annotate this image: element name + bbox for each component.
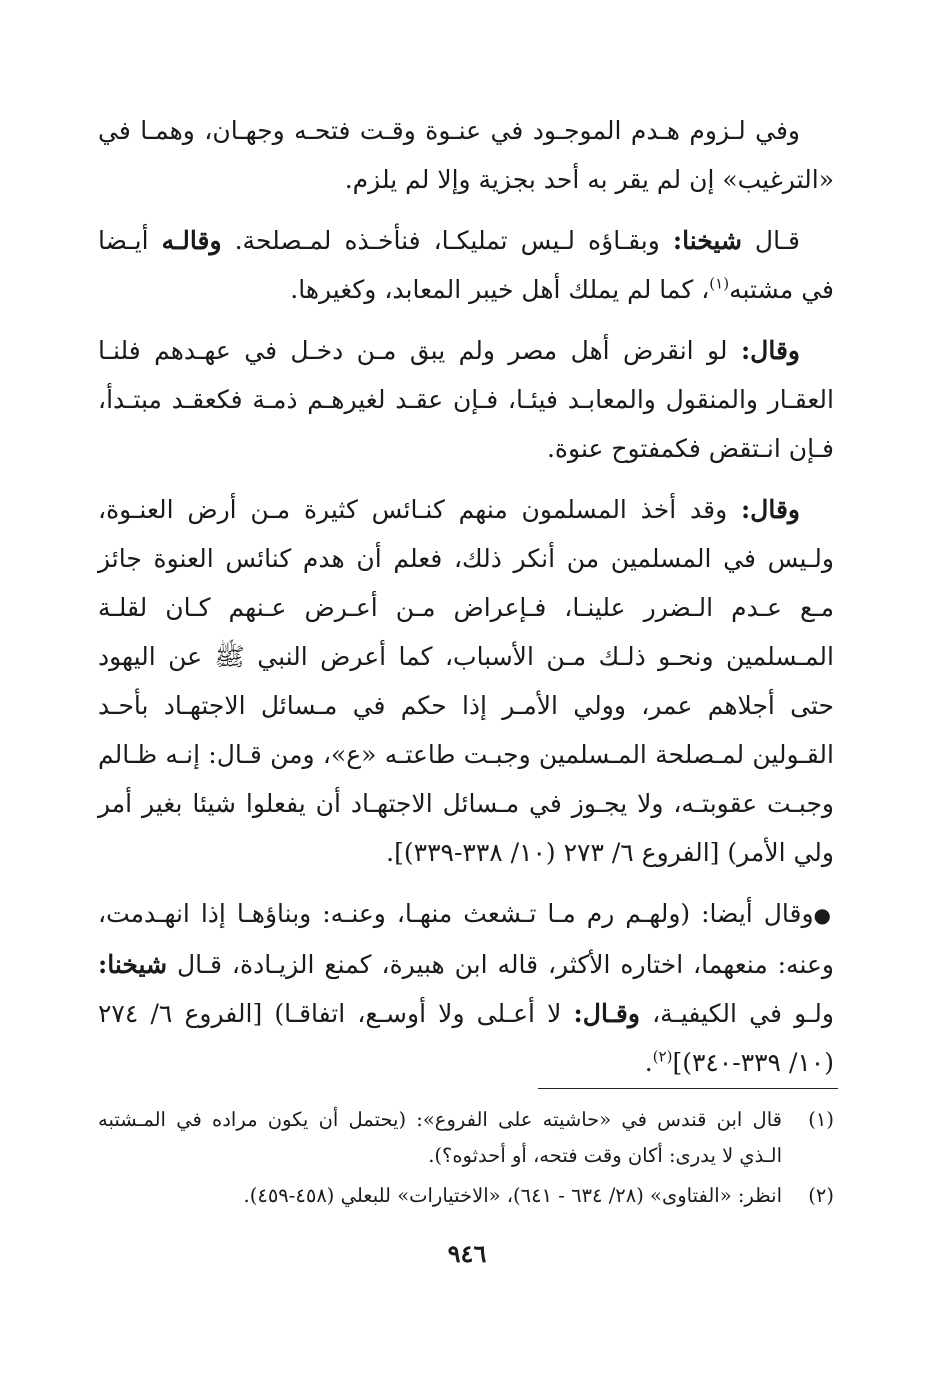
speaker-label: وقالـه — [161, 226, 222, 255]
paragraph-1 — [98, 106, 834, 204]
page-number: ٩٤٦ — [447, 1239, 487, 1268]
footnote-number: (١) — [808, 1108, 834, 1131]
footnote-number: (٢) — [808, 1184, 834, 1207]
paragraph-text: ولـو في الكيفيـة، — [639, 999, 834, 1028]
paragraph-3 — [98, 326, 834, 473]
paragraph-text: ، كما لم يملك أهل خيبر المعابد، وكغيرها. — [290, 275, 710, 304]
paragraph-text: وفي لـزوم هـدم الموجـود في عنـوة وقـت فتحـه وجهـان، وهمـا في «الترغيب» إن لم يقر به أحد بجزية وإلا لم يلزم. — [98, 116, 834, 194]
footnote-2 — [98, 1178, 834, 1214]
paragraph-text: لو انقرض أهل مصر ولم يبق مـن دخـل في عهـدهم فلنـا العقـار والمنقول والمعابـد فيئـا، فـإن عقـد لغيرهـم ذمـة فكعقـد مبتـدأ، فـإن انـتقض فكمفتوح عنوة. — [98, 336, 834, 463]
paragraph-5 — [98, 889, 834, 1087]
paragraph-lead: قـال — [741, 226, 800, 255]
footnote-text: قال ابن قندس في «حاشيته على الفروع»: (يحتمل أن يكون مراده في المـشتبه الـذي لا يدرى: أكان وقت فتحه، أو أحدثوه؟). — [98, 1108, 782, 1167]
footnote-text: انظر: «الفتاوى» (٢٨/ ٦٣٤ - ٦٤١)، «الاختيارات» للبعلي (٤٥٨-٤٥٩). — [243, 1184, 782, 1207]
footnote-divider — [538, 1088, 838, 1089]
paragraph-end: . — [644, 1048, 653, 1077]
paragraph-text: وقال أيضا: (ولهـم رم مـا تـشعث منهـا، وعنـه: وبناؤهـا إذا انهـدمت، وعنه: منعهما، اختاره الأكثر، قاله ابن هبيرة، كمنع الزيـادة، قـال — [98, 899, 834, 979]
paragraph-2 — [98, 216, 834, 314]
speaker-label: شيخنا: — [98, 950, 168, 979]
paragraph-text: أيـضا في مشتبه — [98, 226, 834, 304]
paragraph-4 — [98, 485, 834, 877]
speaker-label: وقال: — [740, 336, 800, 365]
speaker-label: وقال: — [740, 495, 800, 524]
paragraph-text: لا أعـلى ولا أوسـع، اتفاقـا) [الفروع ٦/ ٢٧٤ (١٠/ ٣٣٩-٣٤٠)] — [98, 999, 834, 1077]
footnote-reference: (٢) — [652, 1047, 673, 1066]
footnote-reference: (١) — [709, 274, 730, 293]
paragraph-text: وبقـاؤه لـيس تمليكـا، فنأخـذه لمـصلحة. — [221, 226, 673, 255]
paragraph-text: وقد أخذ المسلمون منهم كنـائس كثيرة مـن أرض العنـوة، ولـيس في المسلمين من أنكر ذلك، فعلم أن هدم كنائس العنوة جائز مـع عـدم الـضرر علينـا، فـإعراض مـن أعـرض عـنهم كـان لقلـة المـسلمين ونحـو ذلـك مـن الأسباب، كما أعرض النبي ﷺ عن اليهود حتى أجلاهم عمر، وولي الأمـر إذا حكم في مـسائل الاجتهـاد بأحـد القـولين لمـصلحة المـسلمين وجبـت طاعتـه «ع»، ومن قـال: إنـه ظـالم وجبـت عقوبتـه، ولا يجـوز في مـسائل الاجتهـاد أن يفعلوا شيئا بغير أمر ولي الأمر) [الفروع ٦/ ٢٧٣ (١٠/ ٣٣٨-٣٣٩)]. — [98, 495, 834, 867]
footnotes — [98, 1102, 834, 1214]
bullet-icon: ● — [813, 903, 834, 927]
footnote-1 — [98, 1102, 834, 1174]
speaker-label: شيخنا: — [672, 226, 742, 255]
body-text — [98, 106, 834, 1087]
speaker-label: وقـال: — [573, 999, 640, 1028]
